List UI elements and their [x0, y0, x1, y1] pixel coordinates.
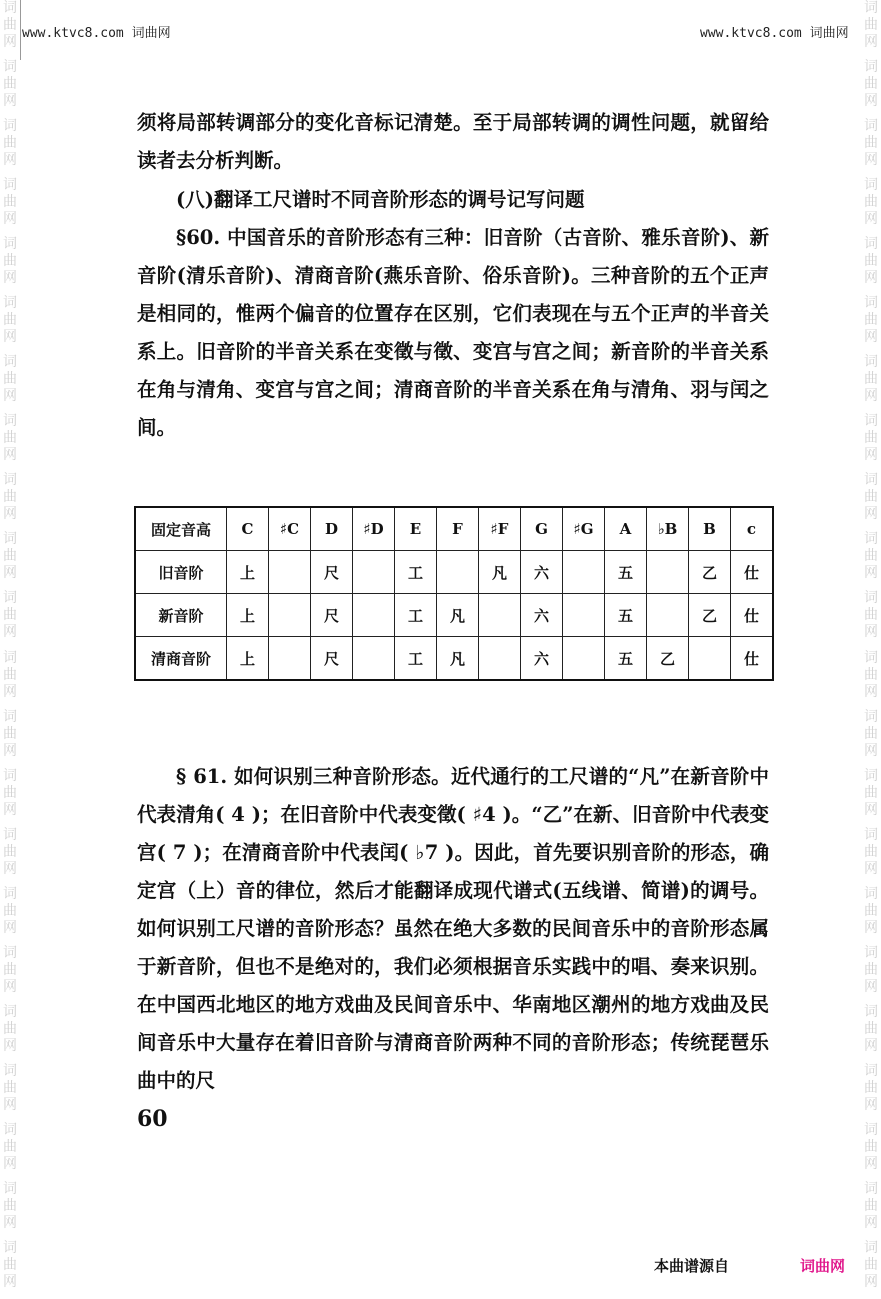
table-cell — [647, 551, 689, 594]
watermark-char: 词 — [864, 177, 878, 194]
table-cell — [269, 594, 311, 637]
watermark-char: 网 — [3, 565, 17, 582]
watermark-char: 词 — [864, 708, 878, 725]
watermark-char: 曲 — [864, 843, 878, 860]
watermark-char: 网 — [3, 1096, 17, 1113]
section-61 — [137, 758, 769, 1100]
watermark-char: 词 — [3, 1003, 17, 1020]
watermark-char: 曲 — [864, 1020, 878, 1037]
watermark-char: 网 — [3, 1155, 17, 1172]
watermark-char: 词 — [3, 531, 17, 548]
table-cell: 工 — [395, 551, 437, 594]
watermark-char: 词 — [3, 1121, 17, 1138]
watermark-char: 词 — [864, 413, 878, 430]
section-heading: (八)翻译工尺谱时不同音阶形态的调号记写问题 — [176, 188, 585, 211]
table-cell: 尺 — [311, 551, 353, 594]
watermark-char: 曲 — [3, 489, 17, 506]
watermark-char: 曲 — [864, 784, 878, 801]
watermark-char: 曲 — [3, 961, 17, 978]
paragraph-61: § 61. 如何识别三种音阶形态。近代通行的工尺谱的“凡”在新音阶中代表清角( 4 )；在旧音阶中代表变徵( ♯4 )。“乙”在新、旧音阶中代表变宫( 7 )；在清商音阶中代表闰( ♭7 )。因此，首先要识别音阶的形态，确定宫（上）音的律位，然后才能翻译成现代谱式(五线谱、简谱)的调号。如何识别工尺谱的音阶形态？虽然在绝大多数的民间音乐中的音阶形态属于新音阶，但也不是绝对的，我们必须根据音乐实践中的唱、奏来识别。在中国西北地区的地方戏曲及民间音乐中、华南地区潮州的地方戏曲及民间音乐中大量存在着旧音阶与清商音阶两种不同的音阶形态；传统琵琶乐曲中的尺 — [137, 765, 769, 1092]
watermark-char: 曲 — [3, 253, 17, 270]
table-cell — [353, 551, 395, 594]
table-cell: 上 — [227, 637, 269, 681]
watermark-char: 网 — [864, 624, 878, 641]
watermark-char: 网 — [3, 270, 17, 287]
watermark-char: 曲 — [864, 253, 878, 270]
watermark-char: 曲 — [3, 194, 17, 211]
watermark-char: 曲 — [3, 135, 17, 152]
watermark-char: 网 — [864, 565, 878, 582]
table-header-cell: A — [605, 507, 647, 551]
watermark-char: 曲 — [3, 430, 17, 447]
table-cell: 乙 — [689, 551, 731, 594]
watermark-char: 词 — [864, 236, 878, 253]
watermark-char: 词 — [3, 708, 17, 725]
watermark-char: 网 — [864, 683, 878, 700]
left-watermark-strip — [0, 0, 20, 1299]
watermark-char: 词 — [864, 472, 878, 489]
watermark-char: 网 — [864, 329, 878, 346]
table-cell: 凡 — [437, 637, 479, 681]
table-header-cell: ♯D — [353, 507, 395, 551]
watermark-char: 词 — [864, 59, 878, 76]
watermark-char: 曲 — [3, 1020, 17, 1037]
table-row — [135, 594, 773, 637]
watermark-char: 网 — [3, 624, 17, 641]
watermark-char: 词 — [3, 59, 17, 76]
watermark-char: 曲 — [3, 1256, 17, 1273]
table-cell: 工 — [395, 637, 437, 681]
watermark-char: 词 — [3, 295, 17, 312]
table-cell — [563, 551, 605, 594]
watermark-char: 曲 — [3, 843, 17, 860]
table-cell: 尺 — [311, 637, 353, 681]
watermark-char: 词 — [3, 472, 17, 489]
table-cell: 尺 — [311, 594, 353, 637]
table-cell — [437, 551, 479, 594]
watermark-char: 曲 — [864, 371, 878, 388]
watermark-char: 词 — [3, 649, 17, 666]
table-header-row — [135, 507, 773, 551]
table-header-cell: B — [689, 507, 731, 551]
watermark-char: 词 — [864, 531, 878, 548]
table-cell — [479, 594, 521, 637]
header-site-right[interactable]: www.ktvc8.com 词曲网 — [700, 26, 849, 41]
watermark-char: 网 — [864, 388, 878, 405]
watermark-char: 网 — [3, 683, 17, 700]
watermark-char: 网 — [3, 506, 17, 523]
watermark-char: 词 — [864, 118, 878, 135]
watermark-char: 曲 — [864, 1256, 878, 1273]
table-row-label: 清商音阶 — [135, 637, 227, 681]
table-header-cell: ♯F — [479, 507, 521, 551]
watermark-char: 词 — [864, 885, 878, 902]
table-cell — [563, 594, 605, 637]
page-number: 60 — [137, 1106, 168, 1132]
table-header-cell: ♯G — [563, 507, 605, 551]
watermark-char: 网 — [864, 34, 878, 50]
watermark-char: 网 — [3, 978, 17, 995]
watermark-char: 曲 — [864, 548, 878, 565]
table-cell: 仕 — [731, 594, 774, 637]
table-cell — [269, 637, 311, 681]
table-cell: 六 — [521, 551, 563, 594]
table-header-cell: 固定音高 — [135, 507, 227, 551]
watermark-char: 网 — [3, 93, 17, 110]
watermark-char: 网 — [3, 447, 17, 464]
table-header-cell: ♭B — [647, 507, 689, 551]
watermark-char: 网 — [864, 211, 878, 228]
watermark-char: 曲 — [3, 1197, 17, 1214]
watermark-char: 词 — [864, 590, 878, 607]
watermark-char: 曲 — [864, 194, 878, 211]
watermark-char: 曲 — [3, 666, 17, 683]
watermark-char: 曲 — [3, 1138, 17, 1155]
watermark-char: 词 — [864, 826, 878, 843]
watermark-char: 网 — [3, 388, 17, 405]
watermark-char: 词 — [3, 118, 17, 135]
header-site-left[interactable]: www.ktvc8.com 词曲网 — [22, 26, 171, 41]
watermark-char: 词 — [3, 1062, 17, 1079]
table-cell: 上 — [227, 594, 269, 637]
watermark-char: 词 — [864, 295, 878, 312]
table-row-label: 旧音阶 — [135, 551, 227, 594]
page-edge-line — [20, 0, 21, 60]
table-row — [135, 637, 773, 681]
watermark-char: 词 — [3, 1239, 17, 1256]
watermark-char: 词 — [3, 767, 17, 784]
watermark-char: 网 — [3, 1214, 17, 1231]
watermark-char: 网 — [3, 34, 17, 50]
table-cell — [479, 637, 521, 681]
watermark-char: 曲 — [864, 1197, 878, 1214]
watermark-char: 曲 — [864, 430, 878, 447]
watermark-char: 曲 — [864, 1079, 878, 1096]
watermark-char: 网 — [864, 978, 878, 995]
watermark-char: 曲 — [3, 312, 17, 329]
watermark-char: 曲 — [3, 548, 17, 565]
watermark-char: 网 — [3, 1037, 17, 1054]
table-cell — [563, 637, 605, 681]
watermark-char: 词 — [864, 944, 878, 961]
table-cell — [353, 594, 395, 637]
table-cell: 乙 — [647, 637, 689, 681]
watermark-char: 词 — [864, 0, 878, 16]
paragraph-60: §60. 中国音乐的音阶形态有三种：旧音阶（古音阶、雅乐音阶)、新音阶(清乐音阶)、清商音阶(燕乐音阶、俗乐音阶)。三种音阶的五个正声是相同的，惟两个偏音的位置存在区别，它们表现在与五个正声的半音关系上。旧音阶的半音关系在变徵与徵、变宫与宫之间；新音阶的半音关系在角与清角、变宫与宫之间；清商音阶的半音关系在角与清角、羽与闰之间。 — [137, 226, 769, 439]
table-cell: 仕 — [731, 637, 774, 681]
watermark-char: 网 — [864, 270, 878, 287]
table-header-cell: F — [437, 507, 479, 551]
watermark-char: 词 — [3, 413, 17, 430]
watermark-char: 网 — [864, 1096, 878, 1113]
watermark-char: 词 — [3, 177, 17, 194]
watermark-char: 曲 — [864, 312, 878, 329]
watermark-char: 曲 — [3, 17, 17, 33]
watermark-char: 词 — [3, 1180, 17, 1197]
watermark-char: 曲 — [864, 725, 878, 742]
watermark-char: 词 — [864, 767, 878, 784]
footer-source-label: 本曲谱源自 — [654, 1257, 730, 1275]
watermark-char: 曲 — [3, 725, 17, 742]
table-cell: 五 — [605, 594, 647, 637]
watermark-char: 曲 — [864, 489, 878, 506]
watermark-char: 曲 — [3, 371, 17, 388]
watermark-char: 词 — [3, 944, 17, 961]
footer-site-link[interactable]: 词曲网 — [800, 1257, 846, 1275]
watermark-char: 网 — [864, 506, 878, 523]
watermark-char: 曲 — [864, 961, 878, 978]
table-cell: 工 — [395, 594, 437, 637]
watermark-char: 网 — [3, 211, 17, 228]
watermark-char: 词 — [864, 1180, 878, 1197]
watermark-char: 网 — [864, 1155, 878, 1172]
table-header-cell: c — [731, 507, 774, 551]
table-cell — [647, 594, 689, 637]
watermark-char: 曲 — [3, 76, 17, 93]
table-cell: 仕 — [731, 551, 774, 594]
watermark-char: 网 — [3, 1273, 17, 1290]
watermark-char: 网 — [3, 152, 17, 169]
table-cell: 六 — [521, 594, 563, 637]
watermark-char: 网 — [864, 1037, 878, 1054]
table-cell: 六 — [521, 637, 563, 681]
watermark-char: 网 — [3, 742, 17, 759]
watermark-char: 网 — [3, 329, 17, 346]
table-header-cell: ♯C — [269, 507, 311, 551]
table-cell: 乙 — [689, 594, 731, 637]
watermark-char: 词 — [3, 354, 17, 371]
table-row — [135, 551, 773, 594]
table-header-cell: D — [311, 507, 353, 551]
watermark-char: 网 — [864, 93, 878, 110]
watermark-char: 词 — [864, 1003, 878, 1020]
watermark-char: 词 — [864, 1239, 878, 1256]
watermark-char: 曲 — [864, 1138, 878, 1155]
watermark-char: 词 — [3, 236, 17, 253]
watermark-char: 词 — [3, 826, 17, 843]
section-60 — [137, 181, 769, 447]
watermark-char: 网 — [864, 742, 878, 759]
watermark-char: 曲 — [3, 607, 17, 624]
watermark-char: 曲 — [3, 1079, 17, 1096]
watermark-char: 词 — [864, 1062, 878, 1079]
table-header-cell: E — [395, 507, 437, 551]
table-cell: 五 — [605, 637, 647, 681]
watermark-char: 网 — [864, 1214, 878, 1231]
watermark-char: 词 — [864, 1121, 878, 1138]
watermark-char: 曲 — [3, 784, 17, 801]
table-header-cell: G — [521, 507, 563, 551]
watermark-char: 曲 — [864, 902, 878, 919]
paragraph-text: 须将局部转调部分的变化音标记清楚。至于局部转调的调性问题，就留给读者去分析判断。 — [137, 111, 769, 172]
table-cell — [269, 551, 311, 594]
table-cell: 凡 — [437, 594, 479, 637]
watermark-char: 网 — [864, 860, 878, 877]
table-cell: 凡 — [479, 551, 521, 594]
paragraph-continuation — [137, 104, 769, 180]
watermark-char: 网 — [3, 919, 17, 936]
watermark-char: 曲 — [864, 607, 878, 624]
watermark-char: 曲 — [864, 135, 878, 152]
watermark-char: 词 — [3, 885, 17, 902]
watermark-char: 曲 — [864, 17, 878, 33]
watermark-char: 曲 — [3, 902, 17, 919]
watermark-char: 网 — [864, 152, 878, 169]
scale-table — [134, 506, 774, 681]
table-cell — [689, 637, 731, 681]
watermark-char: 网 — [864, 1273, 878, 1290]
watermark-char: 网 — [3, 801, 17, 818]
watermark-char: 网 — [864, 447, 878, 464]
watermark-char: 网 — [3, 860, 17, 877]
table-cell — [353, 637, 395, 681]
table-cell: 五 — [605, 551, 647, 594]
table-header-cell: C — [227, 507, 269, 551]
table-cell: 上 — [227, 551, 269, 594]
watermark-char: 词 — [3, 590, 17, 607]
watermark-char: 曲 — [864, 76, 878, 93]
table-row-label: 新音阶 — [135, 594, 227, 637]
watermark-char: 词 — [864, 354, 878, 371]
watermark-char: 曲 — [864, 666, 878, 683]
watermark-char: 词 — [3, 0, 17, 16]
watermark-char: 词 — [864, 649, 878, 666]
watermark-char: 网 — [864, 801, 878, 818]
right-watermark-strip — [861, 0, 881, 1299]
watermark-char: 网 — [864, 919, 878, 936]
